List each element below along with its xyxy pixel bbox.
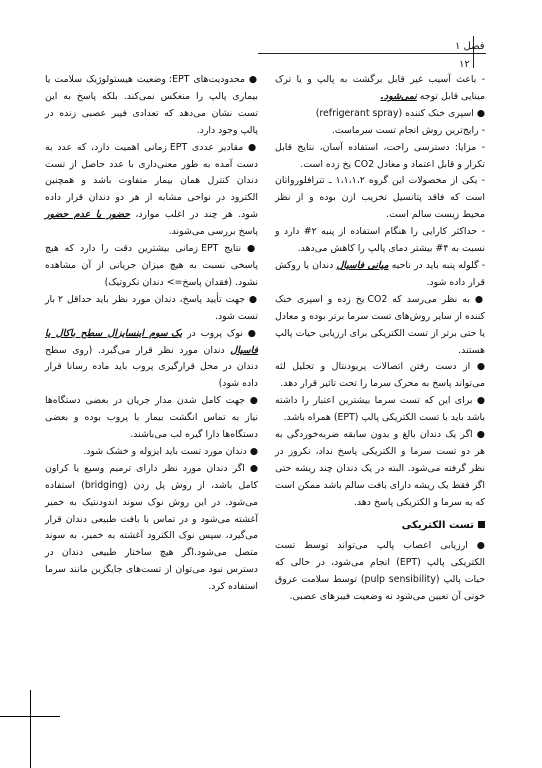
paragraph [275,292,485,360]
paragraph [45,393,258,444]
paragraph-text: ● برای این که تست سرما بیشترین اعتبار را داشته باشد باید با تست الکتریکی پالپ (EPT) همراه باشد. [275,395,485,424]
paragraph [275,359,485,393]
paragraph-text: ● نوک پروب در [187,327,258,339]
paragraph-text: ● دندان مورد تست باید ایزوله و خشک شود. [83,445,258,457]
paragraph [45,444,258,461]
paragraph [45,292,258,326]
paragraph [45,461,258,596]
right-column [275,72,485,606]
square-bullet-icon [478,521,485,528]
paragraph [45,72,258,140]
paragraph-text: - گلوله پنبه باید در ناحیه [391,259,486,271]
emphasized-text: یک سوم اینسایزال سطح باکال یا فاسیال [45,327,258,356]
crop-mark-vertical [30,690,31,768]
paragraph-text: ● از دست رفتن اتصالات پریودنتال و تحلیل لثه می‌تواند پاسخ به محرک سرما را تحت تاثیر قرار دهد. [275,361,485,390]
paragraph [45,140,258,241]
emphasized-text: میانی فاسیال [336,259,389,271]
paragraph-text: - باعث آسیب غیر قابل برگشت به پالپ و یا ترک مینایی قابل توجه [275,74,485,102]
paragraph [275,393,485,427]
paragraph [275,224,485,258]
paragraph-text: ● به نظر می‌رسد که CO2 یخ زده و اسپری خنک کننده از سایر روش‌های تست سرما برتر بوده و معادل یا حتی برتر از تست الکتریکی برای ارزیابی حیات پالپ هستند. [275,293,485,356]
paragraph-text: ● اگر یک دندان بالغ و بدون سابقه ضربه‌خوردگی به هر دو تست سرما و الکتریکی پاسخ نداد، نکروز در نظر گرفته می‌شود. البته در یک دندان چند ریشه حتی اگر فقط یک ریشه دارای بافت سالم باشد ممکن است که به سرما و الکتریکی پاسخ دهد. [275,429,485,508]
paragraph-text: ● مقادیر عددی EPT زمانی اهمیت دارد، که عدد به دست آمده به طور معنی‌داری با عدد حاصل از تست دندان کنترل همان بیمار متفاوت باشد و همچنین الکترود در نواحی مشابه از هر دو دندان قرار داده شود. هر چند در اغلب موارد، [45,141,258,221]
paragraph-text: ● جهت کامل شدن مدار جریان در بعضی دستگاه‌ها نیاز به تماس انگشت بیمار با پروب بوده و بعضی دستگاه‌ها دارا گیره لب می‌باشند. [45,395,258,441]
paragraph-text: ● اگر دندان مورد نظر دارای ترمیم وسیع یا کراون کامل باشد، از روش پل زدن (bridging) استفاده می‌شود. در این روش نوک سوند اندودنتیک به خمیر آغشته می‌شود و در تماس با بافت طبیعی دندان قرار می‌گیرد، سپس نوک الکترود آغشته به خمیر، به سوند متصل می‌شود.اگر هیچ ساختار طبیعی دندان در دسترس نبود می‌توان از تست‌های جایگزین مانند سرما استفاده کرد. [45,462,258,593]
chapter-label: فصل ۱ [455,41,485,52]
paragraph-tail-text: دندان یا روکش قرار داده شود. [275,259,485,288]
paragraph [275,427,485,512]
paragraph-tail-text: پاسخ بررسی می‌شوند. [168,226,258,238]
emphasized-text: نمی‌شود. [380,90,417,102]
page-number: ۱۲ [459,59,470,70]
paragraph-tail-text: دندان مورد نظر قرار می‌گیرد. (روی سطح دندان در محل قرارگیری پروب باید ماده رسانا قرار داده شود) [45,344,258,390]
paragraph [275,106,485,123]
section-heading [275,518,485,535]
emphasized-text: حضور یا عدم حضور [45,209,131,221]
paragraph-text: - یکی از محصولات این گروه ۱،۱،۱،۲ ـ تترافلورواتان است که فاقد پتانسیل تخریب ازن بوده و از نظر محیط زیست سالم است. [275,175,485,221]
paragraph [275,72,485,106]
paragraph [275,173,485,224]
paragraph [275,258,485,292]
paragraph-text: ● جهت تأیید پاسخ، دندان مورد نظر باید حداقل ۲ بار تست شود. [45,293,258,322]
left-column [45,72,258,596]
header-rule [258,53,486,54]
paragraph-text: - مزایا: دسترسی راحت، استفاده آسان، نتایج قابل تکرار و قابل اعتماد و معادل CO2 یخ زده است. [275,141,485,170]
paragraph [275,538,485,606]
paragraph [275,140,485,174]
paragraph-text: ● نتایج EPT زمانی بیشترین دقت را دارد که هیچ پاسخی نسبت به هیچ میزان جریانی از آن مشاهده نشود. (فقدان پاسخ=> دندان نکروتیک) [45,243,258,288]
paragraph [275,123,485,140]
paragraph-text: - حداکثر کارایی را هنگام استفاده از پنبه ۲# دارد و نسبت به ۴# بیشتر دمای پالپ را کاهش می‌دهد. [275,226,486,255]
paragraph-text: ● محدودیت‌های EPT: وضعیت هیستولوژیک سلامت یا بیماری پالپ را منعکس نمی‌کند. بلکه پاسخ به این تست نشان می‌دهد که تعدادی فیبر عصبی زنده در پالپ وجود دارد. [45,74,258,136]
paragraph-text: ● ارزیابی اعصاب پالپ می‌تواند توسط تست الکتریکی پالپ (EPT) انجام می‌شود، در حالی که حیات پالپ (pulp sensibility) توسط سلامت عروق خونی آن تعیین می‌شود نه وضعیت فیبرهای عصبی. [275,540,486,603]
paragraph [45,241,258,292]
paragraph-text: ● اسپری خنک کننده (refrigerant spray) [315,107,485,119]
paragraph [45,326,258,394]
section-heading-text: تست الکتریکی [401,519,474,531]
paragraph-text: - رایج‌ترین روش انجام تست سرماست. [331,124,485,136]
